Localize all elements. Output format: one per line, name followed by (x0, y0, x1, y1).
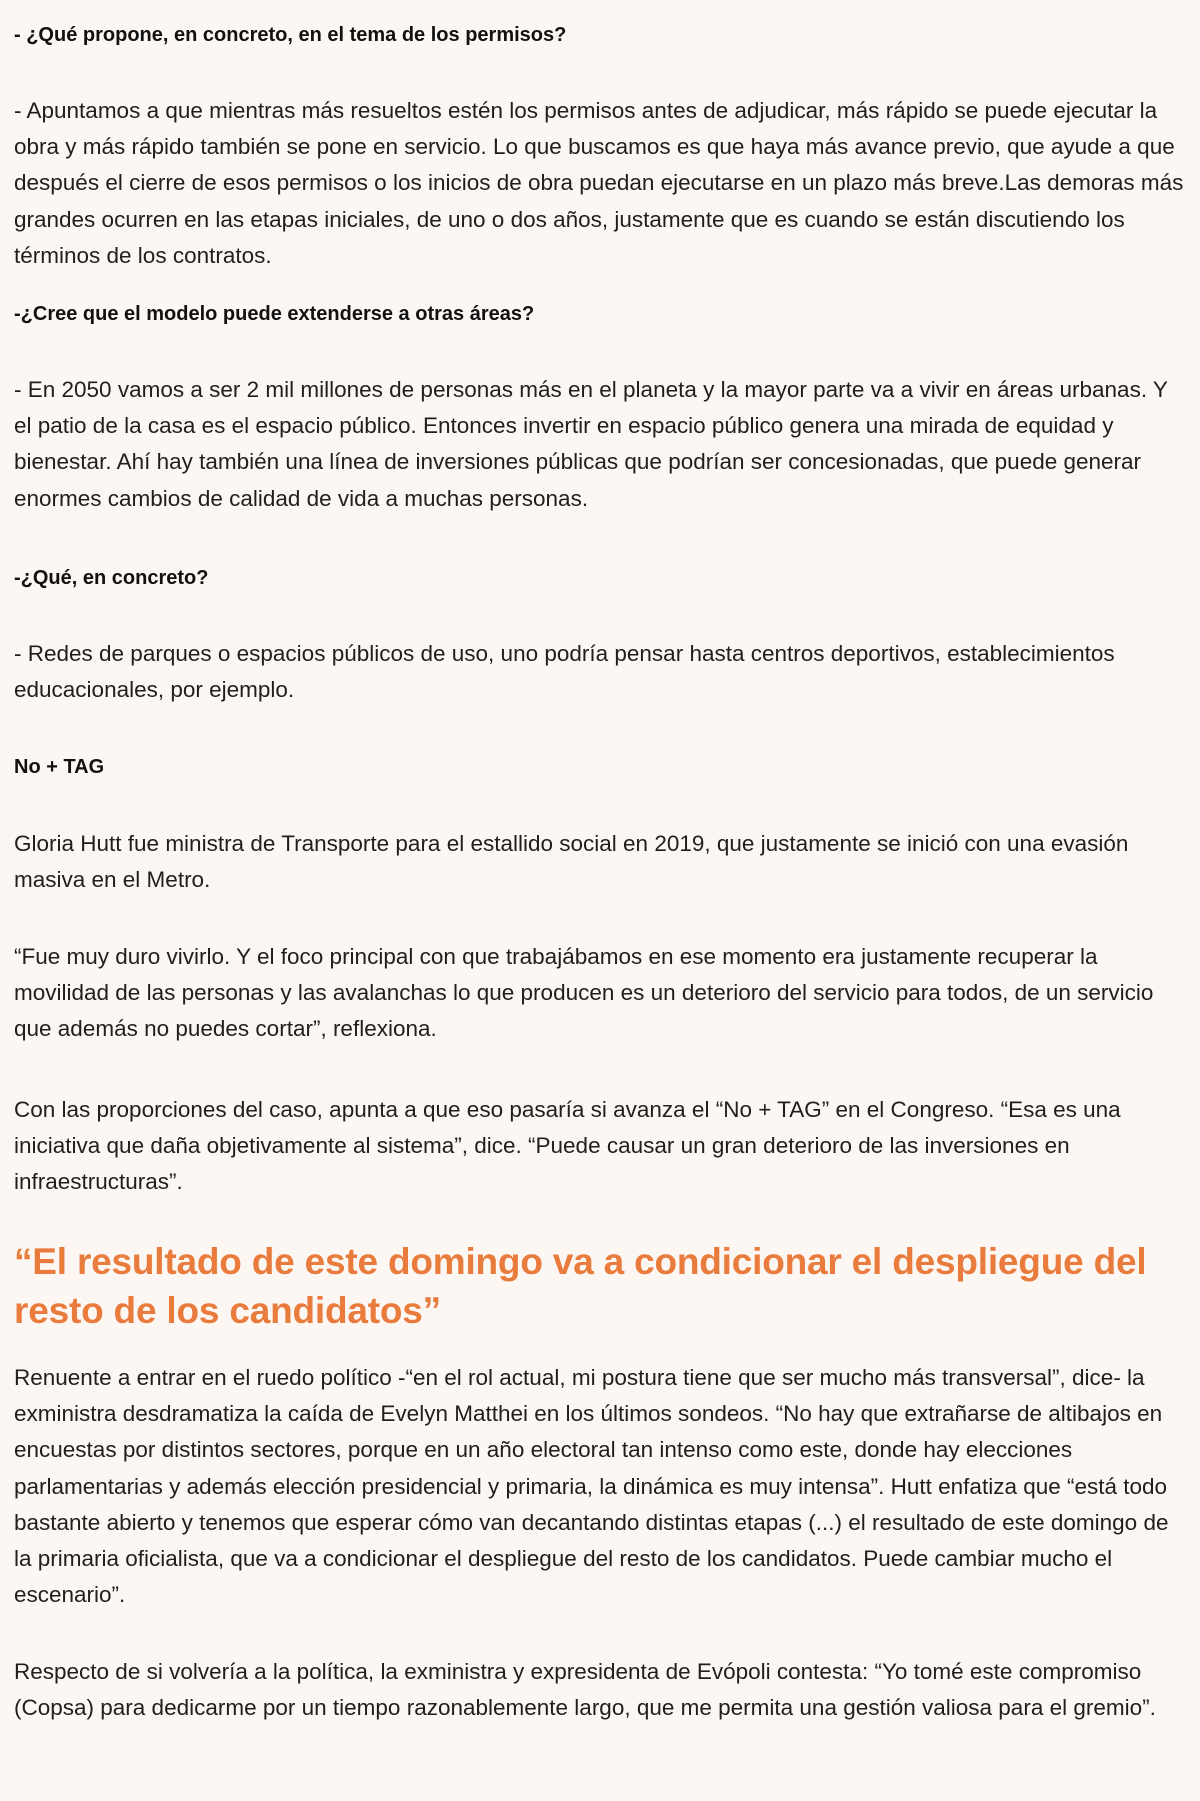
answer-otras-areas: - En 2050 vamos a ser 2 mil millones de personas más en el planeta y la mayor parte va a vivir en áreas urbanas. Y el patio de la casa es el espacio público. Entonces invertir en espacio público genera una mirada de equidad y bienestar. Ahí hay también una línea de inversiones públicas que podrían ser concesionadas, que puede generar enormes cambios de calidad de vida a muchas personas. (14, 377, 1168, 511)
question-en-concreto: -¿Qué, en concreto? (14, 567, 209, 589)
section-heading: “El resultado de este domingo va a condicionar el despliegue del resto de los candidatos” (14, 1241, 1147, 1331)
question-otras-areas: -¿Cree que el modelo puede extenderse a otras áreas? (14, 303, 535, 325)
paragraph-ruedo-politico: Renuente a entrar en el ruedo político -“en el rol actual, mi postura tiene que ser mucho más transversal”, dice- la exministra desdramatiza la caída de Evelyn Matthei en los últimos sondeos. “No hay que extrañarse de altibajos en encuestas por distintos sectores, porque en un año electoral tan intenso como este, donde hay elecciones parlamentarias y además elección presidencial y primaria, la dinámica es muy intensa”. Hutt enfatiza que “está todo bastante abierto y tenemos que esperar cómo van decantando distintas etapas (...) el resultado de este domingo de la primaria oficialista, que va a condicionar el despliegue del resto de los candidatos. Puede cambiar mucho el escenario”. (14, 1365, 1169, 1608)
paragraph-estallido: Gloria Hutt fue ministra de Transporte para el estallido social en 2019, que justamente se inició con una evasión masiva en el Metro. (14, 831, 1129, 893)
answer-en-concreto: - Redes de parques o espacios públicos de uso, uno podría pensar hasta centros deportivos, establecimientos educacionales, por ejemplo. (14, 641, 1115, 703)
paragraph-no-tag: Con las proporciones del caso, apunta a que eso pasaría si avanza el “No + TAG” en el Congreso. “Esa es una iniciativa que daña objetivamente al sistema”, dice. “Puede causar un gran deterioro de las inversiones en infraestructuras”. (14, 1097, 1121, 1195)
section-subhead: No + TAG (14, 756, 105, 778)
answer-permisos: - Apuntamos a que mientras más resueltos estén los permisos antes de adjudicar, más rápido se puede ejecutar la obra y más rápido también se pone en servicio. Lo que buscamos es que haya más avance previo, que ayude a que después el cierre de esos permisos o los inicios de obra puedan ejecutarse en un plazo más breve.Las demoras más grandes ocurren en las etapas iniciales, de uno o dos años, justamente que es cuando se están discutiendo los términos de los contratos. (14, 98, 1184, 268)
question-permisos: - ¿Qué propone, en concreto, en el tema de los permisos? (14, 24, 567, 46)
paragraph-quote-movilidad: “Fue muy duro vivirlo. Y el foco principal con que trabajábamos en ese momento era justamente recuperar la movilidad de las personas y las avalanchas lo que producen es un deterioro del servicio para todos, de un servicio que además no puedes cortar”, reflexiona. (14, 944, 1154, 1042)
paragraph-evopoli: Respecto de si volvería a la política, la exministra y expresidenta de Evópoli contesta: “Yo tomé este compromiso (Copsa) para dedicarme por un tiempo razonablemente largo, que me permita una gestión valiosa para el gremio”. (14, 1659, 1156, 1721)
